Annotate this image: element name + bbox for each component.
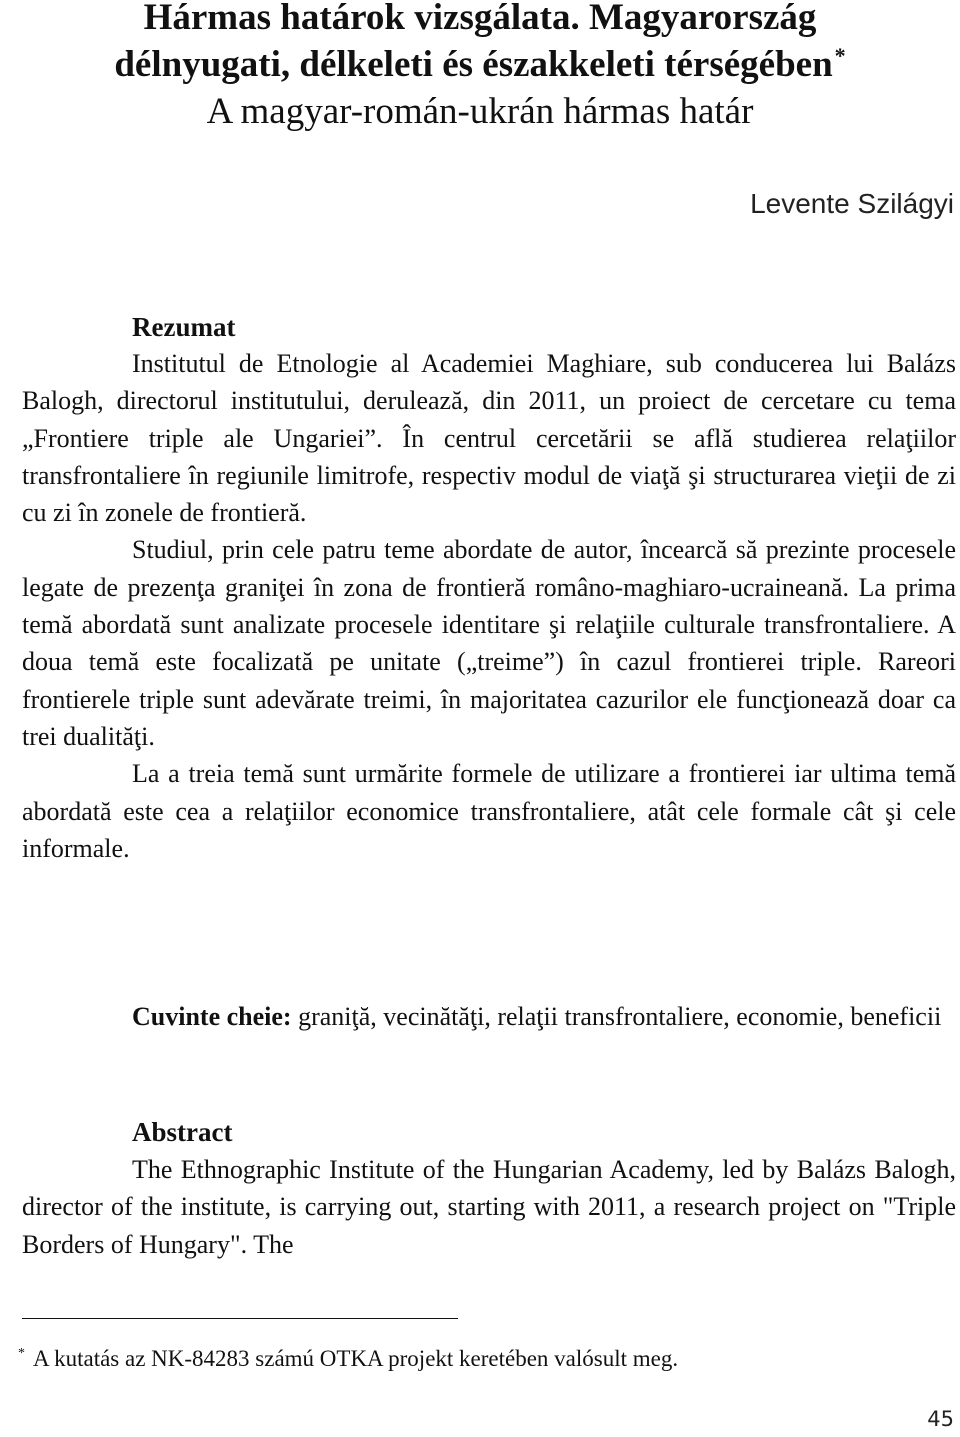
abstract-paragraph-1: The Ethnographic Institute of the Hungarian Academy, led by Balázs Balogh, director of the institute, is carrying out, starting with 2011, a research project on "Triple Borders of Hungary". The bbox=[22, 1155, 956, 1259]
rezumat-heading: Rezumat bbox=[132, 312, 236, 342]
rezumat-body bbox=[22, 345, 956, 867]
footnote bbox=[18, 1344, 678, 1374]
abstract-heading: Abstract bbox=[132, 1117, 233, 1147]
abstract-body bbox=[22, 1151, 956, 1263]
page-number: 45 bbox=[927, 1407, 954, 1431]
title-line-2 bbox=[22, 41, 938, 88]
rezumat-paragraph-1: Institutul de Etnologie al Academiei Maghiare, sub conducerea lui Balázs Balogh, directorul institutului, derulează, din 2011, un proiect de cercetare cu tema „Frontiere triple ale Ungariei”. În centrul cercetării se află studierea relaţiilor transfrontaliere în regiunile limitrofe, respectiv modul de viaţă şi structurarea vieţii de zi cu zi în zonele de frontieră. bbox=[22, 349, 956, 528]
rezumat-paragraph-3: La a treia temă sunt urmărite formele de utilizare a frontierei iar ultima temă abordată este cea a relaţiilor economice transfrontaliere, atât cele formale cât şi cele informale. bbox=[22, 759, 956, 863]
title-line-1: Hármas határok vizsgálata. Magyarország bbox=[143, 0, 817, 38]
title-footnote-marker[interactable]: * bbox=[834, 42, 846, 68]
keywords-text: graniţă, vecinătăţi, relaţii transfrontaliere, economie, beneficii bbox=[298, 1002, 942, 1031]
keywords-block bbox=[22, 998, 956, 1035]
footnote-divider bbox=[22, 1318, 458, 1319]
footnote-text: A kutatás az NK-84283 számú OTKA projekt keretében valósult meg. bbox=[33, 1346, 679, 1371]
rezumat-paragraph-2: Studiul, prin cele patru teme abordate de autor, încearcă să prezinte procesele legate de prezenţa graniţei în zona de frontieră româno-maghiaro-ucraineană. La prima temă abordată sunt analizate procesele identitare şi relaţiile culturale transfrontaliere. A doua temă este focalizată pe unitate („treime”) în cazul frontierei triple. Rareori frontierele triple sunt adevărate treimi, în majoritatea cazurilor ele funcţionează doar ca trei dualităţi. bbox=[22, 535, 956, 751]
title-line-2-text: délnyugati, délkeleti és északkeleti térségében bbox=[114, 44, 833, 85]
footnote-marker: * bbox=[18, 1346, 25, 1362]
author-name: Levente Szilágyi bbox=[750, 188, 954, 219]
keywords-line bbox=[22, 998, 956, 1035]
article-title bbox=[22, 0, 938, 135]
keywords-label: Cuvinte cheie: bbox=[132, 1002, 292, 1031]
title-line-3: A magyar-román-ukrán hármas határ bbox=[206, 91, 754, 132]
